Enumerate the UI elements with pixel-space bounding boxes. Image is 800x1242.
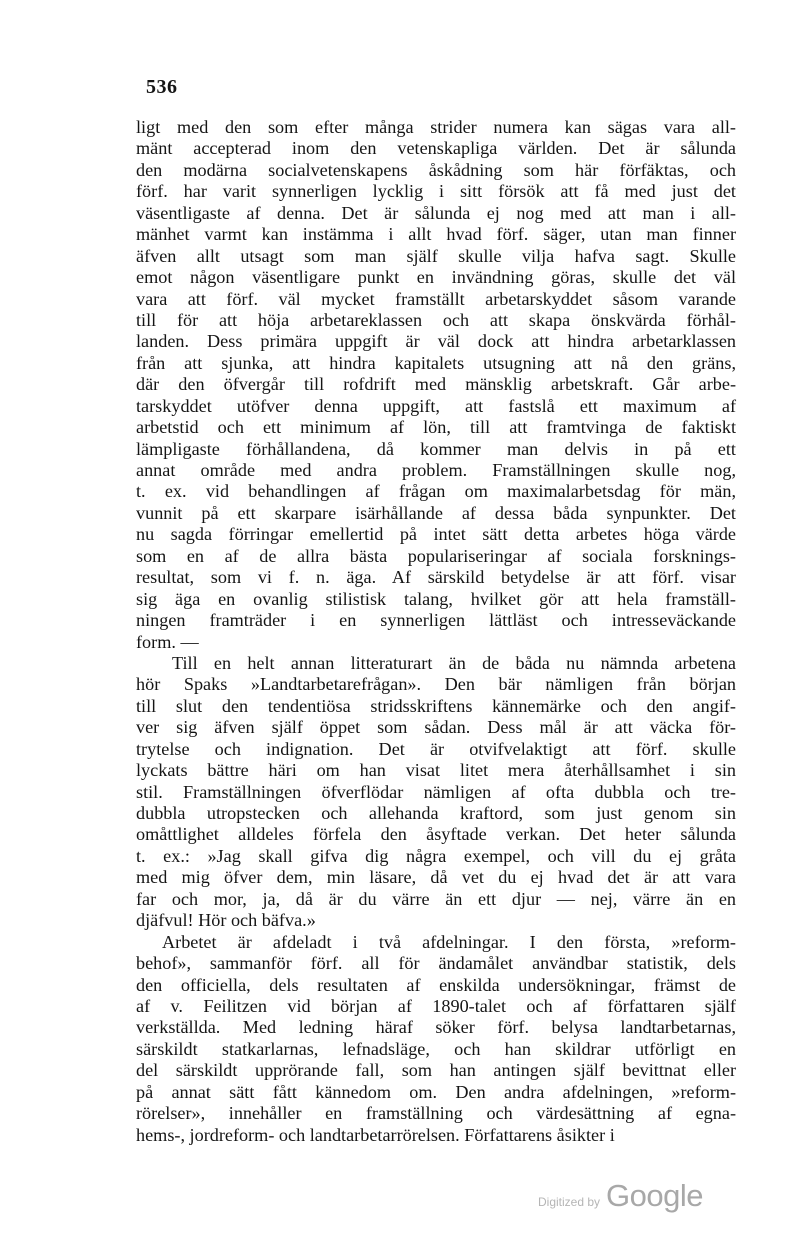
text-line: med mig öfver dem, min läsare, då vet du ej hvad det är att vara: [136, 867, 736, 888]
text-line: nu sagda förringar emellertid på intet sätt detta arbetes höga värde: [136, 524, 736, 545]
text-line: resultat, som vi f. n. äga. Af särskild betydelse är att förf. visar: [136, 567, 736, 588]
text-line: landen. Dess primära uppgift är väl dock att hindra arbetarklassen: [136, 331, 736, 352]
paragraph: [136, 932, 736, 1146]
text-line: Till en helt annan litteraturart än de båda nu nämnda arbetena: [172, 652, 736, 673]
paragraph: [136, 653, 736, 932]
digitized-watermark: [538, 1178, 703, 1218]
body-text: [136, 117, 736, 1146]
text-line: hör Spaks »Landtarbetarefrågan». Den bär nämligen från början: [136, 674, 736, 695]
watermark-prefix: Digitized by: [538, 1195, 601, 1209]
text-line: djäfvul! Hör och bäfva.»: [136, 910, 316, 931]
text-line: sig äga en ovanlig stilistisk talang, hvilket gör att hela framställ-: [136, 588, 736, 609]
text-line: mänt accepterad inom den vetenskapliga världen. Det är sålunda: [136, 138, 736, 159]
text-line: emot någon väsentligare punkt en invändning göras, skulle det väl: [136, 267, 736, 288]
text-line: af v. Feilitzen vid början af 1890-talet och af författaren själf: [136, 995, 736, 1016]
text-line: den officiella, dels resultaten af enskilda undersökningar, främst de: [136, 974, 736, 995]
text-line: ningen framträder i en synnerligen lättläst och intresseväckande: [136, 610, 736, 631]
text-line: lyckats bättre häri om han visat litet mera återhållsamhet i sin: [136, 760, 736, 781]
text-line: till för att höja arbetareklassen och att skapa önskvärda förhål-: [136, 309, 736, 330]
text-line: tarskyddet utöfver denna uppgift, att fastslå ett maximum af: [136, 395, 736, 416]
page-number: 536: [146, 76, 178, 98]
text-line: Arbetet är afdeladt i två afdelningar. I den första, »reform-: [162, 931, 736, 952]
text-line: ver sig äfven själf öppet som sådan. Dess mål är att väcka för-: [136, 717, 736, 738]
text-line: dubbla utropstecken och allehanda kraftord, som just genom sin: [136, 803, 736, 823]
text-line: t. ex. vid behandlingen af frågan om maximalarbetsdag för män,: [136, 481, 736, 502]
text-line: arbetstid och ett minimum af lön, till att framtvinga de faktiskt: [136, 417, 736, 438]
text-line: annat område med andra problem. Framställningen skulle nog,: [136, 460, 736, 480]
text-line: väsentligaste af denna. Det är sålunda ej nog med att man i all-: [136, 202, 736, 223]
text-line: förf. har varit synnerligen lycklig i sitt försök att få med just det: [136, 181, 736, 202]
text-line: vunnit på ett skarpare isärhållande af dessa båda synpunkter. Det: [136, 502, 736, 523]
text-line: till slut den tendentiösa stridsskriftens kännemärke och den angif-: [136, 695, 736, 716]
text-line: omåttlighet alldeles förfela den åsyftade verkan. Det heter sålunda: [136, 824, 736, 845]
text-line: far och mor, ja, då är du värre än ett djur — nej, värre än en: [136, 888, 736, 909]
text-line: mänhet varmt kan instämma i allt hvad förf. säger, utan man finner: [136, 224, 736, 245]
text-line: form. —: [136, 631, 199, 652]
text-line: på annat sätt fått kännedom om. Den andra afdelningen, »reform-: [136, 1081, 736, 1102]
paragraph: [136, 117, 736, 653]
text-line: t. ex.: »Jag skall gifva dig några exempel, och vill du ej gråta: [136, 845, 736, 866]
text-line: från att sjunka, att hindra kapitalets utsugning att nå den gräns,: [136, 352, 736, 373]
text-line: stil. Framställningen öfverflödar nämligen af ofta dubbla och tre-: [136, 781, 736, 802]
text-line: lämpligaste förhållandena, då kommer man delvis in på ett: [136, 438, 736, 459]
text-line: äfven allt utsagt som man själf skulle vilja hafva sagt. Skulle: [136, 245, 736, 266]
text-line: hems-, jordreform- och landtarbetarrörelsen. Författarens åsikter i: [136, 1124, 615, 1145]
text-line: den modärna socialvetenskapens åskådning som här förfäktas, och: [136, 159, 736, 180]
google-logo: Google: [606, 1178, 703, 1213]
text-line: trytelse och indignation. Det är otvifvelaktigt att förf. skulle: [136, 738, 736, 759]
text-line: rörelser», innehåller en framställning och värdesättning af egna-: [136, 1103, 736, 1124]
text-line: verkställda. Med ledning häraf söker förf. belysa landtarbetarnas,: [136, 1017, 736, 1038]
text-line: som en af de allra bästa populariseringar af sociala forsknings-: [136, 545, 736, 566]
text-line: behof», sammanför förf. all för ändamålet användbar statistik, dels: [136, 953, 736, 974]
text-line: del särskildt upprörande fall, som han antingen själf bevittnat eller: [136, 1060, 736, 1081]
text-line: vara att förf. väl mycket framställt arbetarskyddet såsom varande: [136, 288, 736, 309]
text-line: där den öfvergår till rofdrift med mänsklig arbetskraft. Går arbe-: [136, 374, 736, 395]
text-line: särskildt statkarlarnas, lefnadsläge, och han skildrar utförligt en: [136, 1038, 736, 1059]
text-line: ligt med den som efter många strider numera kan sägas vara all-: [136, 117, 736, 137]
